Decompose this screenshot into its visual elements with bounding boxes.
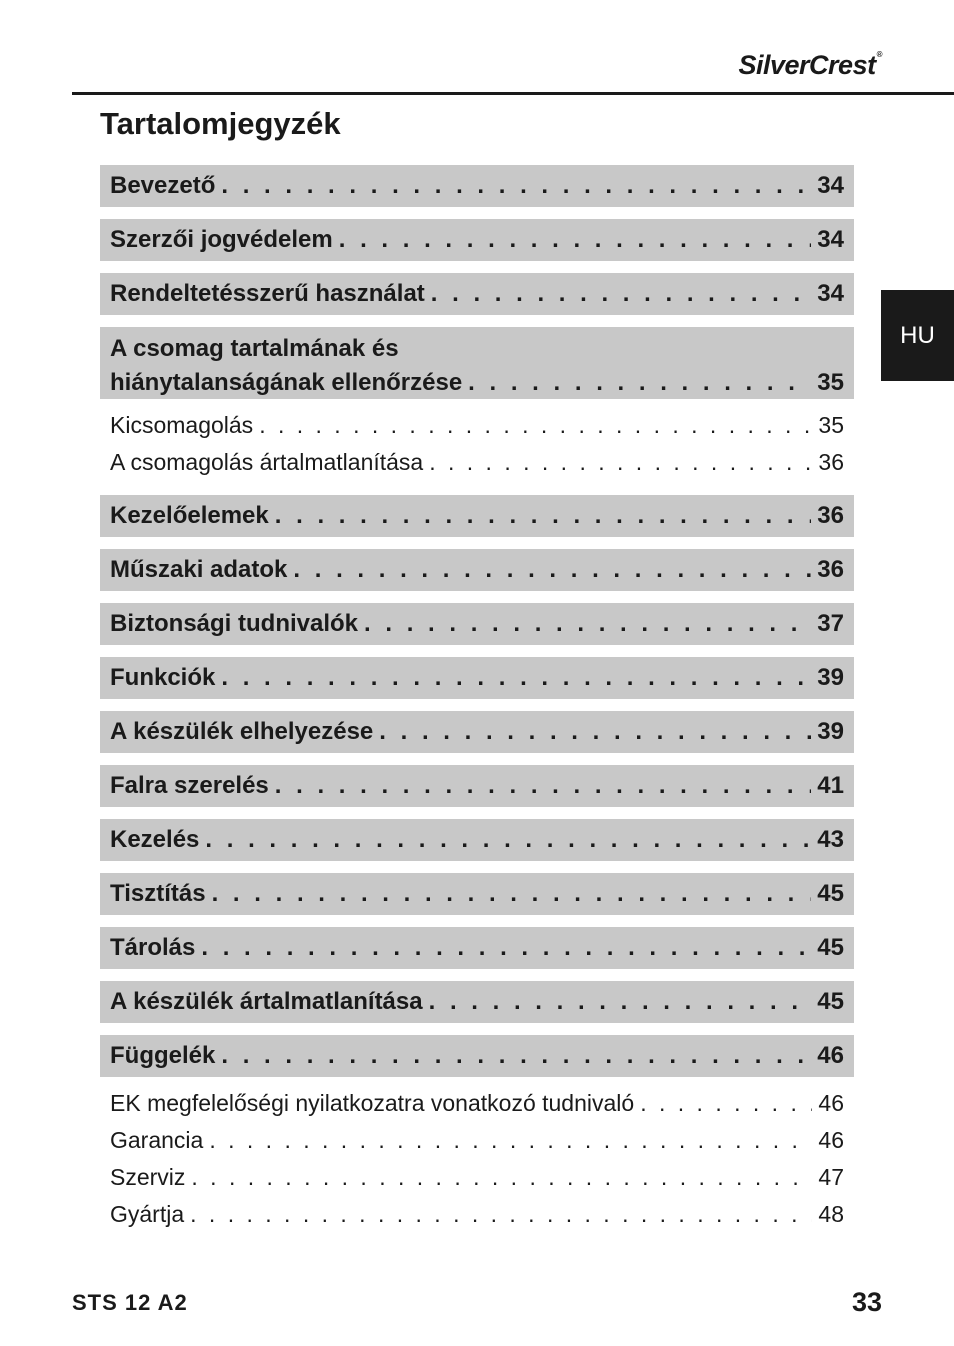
toc-section-label: Biztonsági tudnivalók [110,610,359,637]
leader-dots [379,718,811,746]
leader-dots [221,172,811,200]
page-title: Tartalomjegyzék [100,106,341,141]
toc-section[interactable] [100,219,854,261]
brand-name: SilverCrest [738,50,876,80]
leader-dots [190,1201,812,1228]
toc-subsection-page: 46 [818,1127,844,1153]
toc-section-label: Tisztítás [110,880,206,907]
header-rule [72,92,954,95]
leader-dots [205,826,811,854]
toc-section[interactable] [100,495,854,537]
toc-section-page: 36 [817,502,844,529]
toc-subsections [100,407,854,481]
toc-section-label-line1: A csomag tartalmának és [110,335,399,362]
trademark-symbol: ® [876,50,882,59]
leader-dots [221,1042,811,1070]
leader-dots [640,1090,812,1117]
model-number: STS 12 A2 [72,1290,188,1315]
leader-dots [364,610,811,638]
toc-subsection[interactable] [110,1196,844,1233]
toc-section-label: Tárolás [110,934,196,961]
leader-dots [339,226,812,254]
toc-section-label-line2: hiánytalanságának ellenőrzése [110,369,463,396]
toc-section-label: Kezelőelemek [110,502,269,529]
toc-section[interactable] [100,549,854,591]
toc-section-page: 34 [817,226,844,253]
toc-section[interactable] [100,1035,854,1077]
toc-section[interactable] [100,273,854,315]
toc-section[interactable] [100,765,854,807]
toc-section[interactable] [100,603,854,645]
leader-dots [275,502,812,530]
leader-dots [431,280,812,308]
toc-section-label: A készülék ártalmatlanítása [110,988,423,1015]
toc-subsection-label: EK megfelelőségi nyilatkozatra vonatkozó tudnivaló [110,1090,635,1116]
toc-subsections [100,1085,854,1233]
toc-subsection[interactable] [110,407,844,444]
leader-dots [429,449,812,476]
toc-section[interactable] [100,927,854,969]
toc-subsection-page: 36 [818,449,844,475]
toc-section-label: Rendeltetésszerű használat [110,280,425,307]
toc-section-page: 34 [817,172,844,199]
leader-dots [209,1127,812,1154]
toc-section[interactable] [100,819,854,861]
leader-dots [212,880,812,908]
leader-dots [293,556,811,584]
toc-subsection-label: Garancia [110,1127,204,1153]
toc-section-label: Funkciók [110,664,216,691]
toc-section-page: 39 [817,718,844,745]
leader-dots [201,934,811,962]
toc-subsection-label: Szerviz [110,1164,186,1190]
toc-subsection[interactable] [110,1085,844,1122]
toc-section-page: 37 [817,610,844,637]
toc-section-page: 43 [817,826,844,853]
toc-section-label: Műszaki adatok [110,556,288,583]
table-of-contents [100,165,854,1247]
toc-section-label: Bevezető [110,172,216,199]
toc-subsection-label: Kicsomagolás [110,412,254,438]
toc-section-label: Falra szerelés [110,772,269,799]
leader-dots [275,772,812,800]
toc-section-page: 34 [817,280,844,307]
toc-section-page: 45 [817,934,844,961]
toc-subsection-page: 48 [818,1201,844,1227]
leader-dots [259,412,812,439]
toc-section-page: 45 [817,880,844,907]
toc-section[interactable] [100,981,854,1023]
toc-subsection-page: 35 [818,412,844,438]
toc-section[interactable] [100,873,854,915]
page-number: 33 [851,1287,882,1317]
toc-section[interactable] [100,327,854,399]
toc-subsection-label: A csomagolás ártalmatlanítása [110,449,424,475]
toc-section-page: 41 [817,772,844,799]
toc-section[interactable] [100,711,854,753]
leader-dots [191,1164,812,1191]
toc-subsection[interactable] [110,1122,844,1159]
toc-subsection[interactable] [110,444,844,481]
toc-section-label: A készülék elhelyezése [110,718,374,745]
toc-section-label: Függelék [110,1042,216,1069]
toc-section-page: 36 [817,556,844,583]
toc-section-label: Szerzői jogvédelem [110,226,333,253]
toc-subsection-page: 47 [818,1164,844,1190]
toc-section-page: 46 [817,1042,844,1069]
leader-dots [429,988,812,1016]
toc-subsection-label: Gyártja [110,1201,185,1227]
toc-section-page: 35 [817,369,844,396]
toc-subsection[interactable] [110,1159,844,1196]
toc-section-label: Kezelés [110,826,200,853]
toc-section-page: 45 [817,988,844,1015]
language-tab: HU [881,290,954,381]
toc-section-page: 39 [817,664,844,691]
leader-dots [221,664,811,692]
toc-section[interactable] [100,657,854,699]
brand-logo [739,50,883,81]
toc-section[interactable] [100,165,854,207]
leader-dots [468,369,811,397]
toc-subsection-page: 46 [818,1090,844,1116]
